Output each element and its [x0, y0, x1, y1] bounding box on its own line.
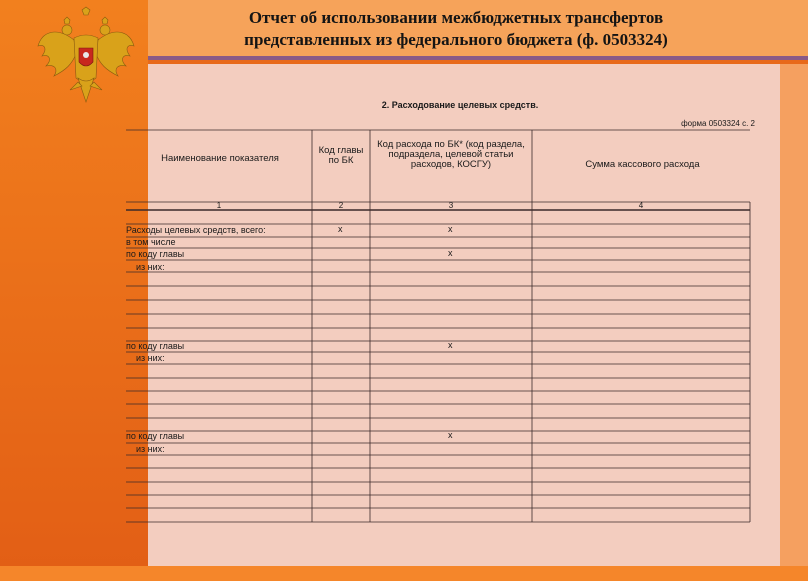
column-number-1: 1: [216, 201, 222, 210]
title-underline-stripe: [148, 56, 808, 60]
row-chapter-label: по коду главы: [126, 341, 185, 351]
row-chapter-col3-mark: x: [448, 430, 453, 440]
row-total-col2-mark: x: [338, 224, 343, 234]
form-code: форма 0503324 с. 2: [681, 119, 755, 128]
double-headed-eagle-icon: [34, 6, 138, 114]
row-chapter-label: по коду главы: [126, 249, 185, 259]
section-heading: 2. Расходование целевых средств.: [381, 100, 539, 110]
column-header-name: Наименование показателя: [161, 153, 279, 164]
bottom-decor-bar: [0, 566, 808, 581]
row-of-which-label: из них:: [136, 353, 165, 363]
column-number-3: 3: [448, 201, 454, 210]
row-of-which-label: из них:: [136, 262, 165, 272]
page-title: [150, 7, 762, 51]
column-number-4: 4: [638, 201, 644, 210]
column-header-expense-code: Код расхода по БК* (код раздела, подраздела, целевой статьи расходов, КОСГУ): [377, 139, 525, 170]
row-of-which-label: из них:: [136, 444, 165, 454]
title-line-2: представленных из федерального бюджета (ф. 0503324): [244, 30, 668, 49]
row-chapter-label: по коду главы: [126, 431, 185, 441]
row-chapter-col3-mark: x: [448, 340, 453, 350]
row-total-label: Расходы целевых средств, всего:: [126, 225, 266, 235]
column-header-cash-expense: Сумма кассового расхода: [585, 159, 700, 170]
right-decor-bar: [780, 64, 808, 566]
row-total-col3-mark: x: [448, 224, 453, 234]
column-header-chapter-code: Код главы по БК: [318, 145, 364, 166]
row-chapter-col3-mark: x: [448, 248, 453, 258]
row-including-label: в том числе: [126, 237, 176, 247]
column-number-2: 2: [338, 201, 344, 210]
title-line-1: Отчет об использовании межбюджетных трансфертов: [248, 8, 664, 27]
